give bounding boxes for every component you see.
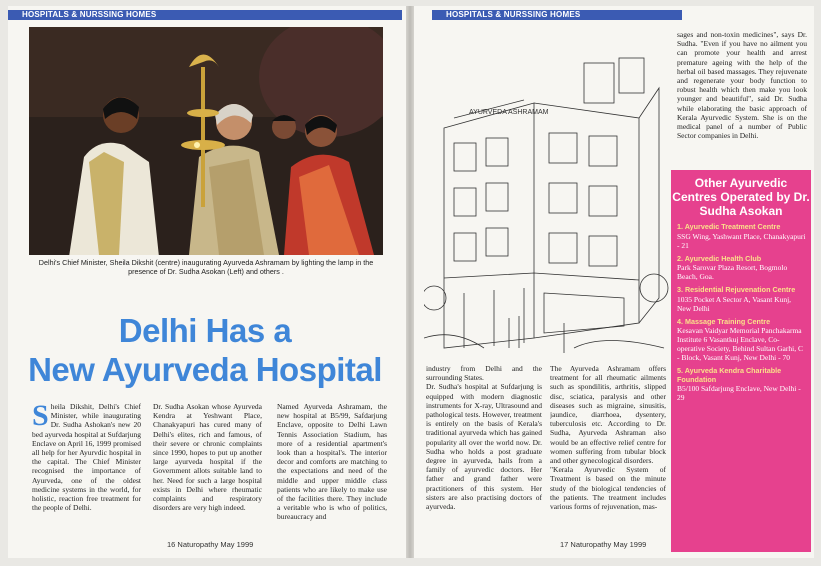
centre-name: 1. Ayurvedic Treatment Centre xyxy=(677,222,781,231)
left-column-2: Dr. Sudha Asokan whose Ayurveda Kendra at Yeshwant Place, Chanakyapuri has cured many of Delhi's elites, rich and famous, of their severe or chronic complaints since 1990, hopes to put up another large ayurveda hospital if the Government allots suitable land to her. Need for such a large hospital exists in Delhi where rheumatic complaints and respiratory disorders are very high indeed. xyxy=(153,402,262,513)
right-column-1: industry from Delhi and the surrounding States. Dr. Sudha's hospital at Sufdarjung is equipped with modern diagnostic instruments for X-ray, Ultrasound and pathological tests. However, treatment is entirely on the basis of Kerala's traditional ayurveda which has gained popularity all over the world now. Dr. Sudha who holds a post graduate degree in ayurveda, hails from a family of ayurvedic doctors. Her father and grand father were practitioners of this system. Her sisters are also practising doctors of ayurveda. xyxy=(426,364,542,512)
left-column-1 xyxy=(32,402,141,534)
centre-name: 5. Ayurveda Kendra Charitable Foundation xyxy=(677,366,782,384)
centre-item xyxy=(671,223,811,250)
drop-cap: S xyxy=(32,402,49,432)
headline-line-2: New Ayurveda Hospital xyxy=(28,351,382,388)
headline-line-1: Delhi Has a xyxy=(118,312,292,349)
left-column-3: Named Ayurveda Ashramam, the new hospital at B5/99, Safdarjung Enclave, opposite to Delhi Lawn Tennis Association Stadium, has more of a residential apartment's look than a hospital's. The interior decor and comforts are matching to the expectations and need of the middle and upper middle class patients who are likely to make use of the facilities there. They include a veritable who is who of politics, bureaucracy and xyxy=(277,402,387,522)
right-top-column: sages and non-toxin medicines", says Dr. Sudha. "Even if you have no ailment you can promote your health and arrest premature ageing with the help of the herbal oil based massages. They rejuvenate and regenerate your body function to robust health which then make you look younger and beautiful", said Dr. Sudha while elaborating the basic approach of Kerala Ayurvedic System. She is on the medical panel of a number of Public Sector companies in Delhi. xyxy=(677,30,807,141)
right-column-2: The Ayurveda Ashramam offers treatment for all rheumatic ailments such as spondilitis, arthritis, slipped disc, sciatica, paralysis and other diseases such as migraine, sinusitis, jaundice, diarrhoea, dysentery, tuberculosis etc. According to Dr. Sudha, Ayurveda Ashraman also would be an effective relief centre for women suffering from tubular block and other gynecological disorders. "Kerala Ayurvedic System of Treatment is based on the minute study of the biological tendencies of the patients. The treatment includes various forms of rejuvenation, mas- xyxy=(550,364,666,512)
centre-address: 1035 Pocket A Sector A, Vasant Kunj, New Delhi xyxy=(677,294,792,313)
centre-address: B5/100 Safdarjung Enclave, New Delhi - 29 xyxy=(677,384,801,402)
hospital-building-sketch xyxy=(424,48,669,358)
other-centres-box xyxy=(671,170,811,552)
centre-name: 4. Massage Training Centre xyxy=(677,316,771,326)
inauguration-photo xyxy=(29,27,383,255)
centre-address: SSG Wing, Yashwant Place, Chanakyapuri - 21 xyxy=(677,231,806,250)
article-paragraph-1: heila Dikshit, Delhi's Chief Minister, while inaugurating Dr. Sudha Ashokan's new 20 bed ayurveda hospital at Sufdarjung Enclave on April 16, 1999 promised all help for her Ayurvdic hospital in the capital. The Chief Minister recognised the importance of Ayurveda, one of the oldest medicine systems in the world, for holistic, reaction free treatment for the people of Delhi. xyxy=(32,402,141,513)
centre-address: Park Sarovar Plaza Resort, Bogmolo Beach, Goa. xyxy=(677,263,788,281)
centre-address: Kesavan Vaidyar Memorial Panchakarma Institute 6 Vasantkuj Enclave, Co-operative Society, Behind Sultan Garhi, C - Block, Vasant Kunj, New Delhi - 70 xyxy=(677,326,803,362)
photo-caption: Delhi's Chief Minister, Sheila Dikshit (centre) inaugurating Ayurveda Ashramam by lighting the lamp in the presence of Dr. Sudha Asokan (Left) and others . xyxy=(38,258,374,276)
centre-item xyxy=(671,286,811,313)
sketch-sign-text: AYURVEDA ASHRAMAM xyxy=(469,109,549,116)
page-footer-left: 16 Naturopathy May 1999 xyxy=(167,540,254,549)
centre-item xyxy=(671,318,811,363)
centre-item xyxy=(671,255,811,282)
book-spine xyxy=(406,6,414,558)
page-footer-right: 17 Naturopathy May 1999 xyxy=(560,540,647,549)
other-centres-title: Other Ayurvedic Centres Operated by Dr. Sudha Asokan xyxy=(672,176,810,218)
centre-name: 2. Ayurvedic Health Club xyxy=(677,253,762,263)
section-header-left: HOSPITALS & NURSSING HOMES xyxy=(8,10,402,20)
centre-item xyxy=(671,367,811,402)
section-header-right: HOSPITALS & NURSSING HOMES xyxy=(432,10,682,20)
centre-name: 3. Residential Rejuvenation Centre xyxy=(677,285,796,294)
